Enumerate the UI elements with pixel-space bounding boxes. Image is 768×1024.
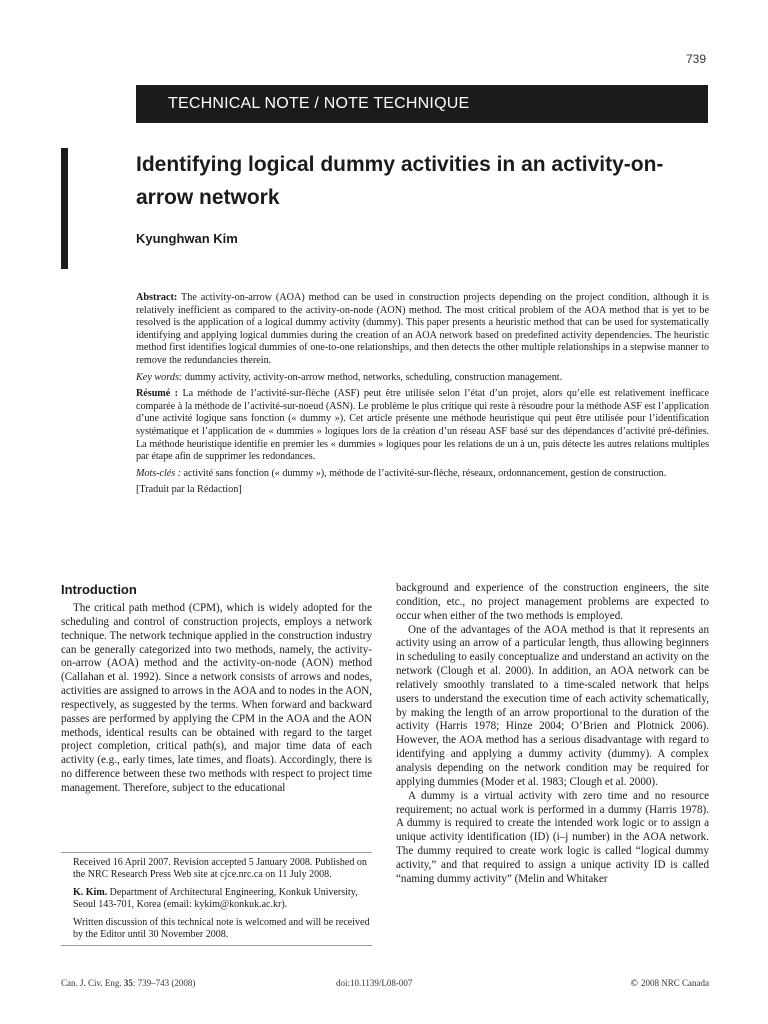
mots-cles-text: activité sans fonction (« dummy »), méthode de l’activité-sur-flèche, réseaux, ordonnancement, gestion de construction.: [183, 467, 667, 479]
author-name: Kyunghwan Kim: [136, 231, 238, 246]
intro-paragraph-1-continued: background and experience of the construction engineers, the site condition, etc., no project management problems are expected to occur when either of the two methods is employed.: [396, 582, 709, 622]
page-footer: [61, 978, 709, 992]
mots-cles: [136, 468, 709, 481]
resume-text: La méthode de l’activité-sur-flèche (ASF) peut être utilisée selon l’état d’un projet, alors qu’elle est relativement inefficace comparée à la méthode de l’activité-sur-noeud (ASN). Le problème le plus critique qui reste à résoudre pour la méthode ASF est l’application d’une activité logique sans fonction (« dummy »). Cet article présente une méthode heuristique qui peut être utilisée pour l’identification systématique et l’application de « dummies » logiques lors de la création d’un réseau ASF basé sur des dépendances d’activité pré-définies. La méthode heuristique identifie en premier les « dummies » logiques pour les relations de un à un, puis détecte les autres relations multiples par étape afin de supprimer les redondances.: [136, 388, 709, 463]
intro-paragraph-2: One of the advantages of the AOA method is that it represents an activity using an arrow of a particular length, thus allowing beginners in scheduling to easily conceptualize and understand an activity on the network (Clough et al. 2000). In addition, an AOA network can be relatively smoothly translated to a time-scaled network that helps users to understand the execution time of each activity schematically, by making the length of an arrow proportional to the duration of the activity (Harris 1978; Hinze 2004; O’Brien and Plotnick 2006). However, the AOA method has a serious disadvantage with regard to identifying and applying a dummy activity (dummy). A complex analysis depending on the network condition may be required for applying dummies (Moder et al. 1983; Clough et al. 2000).: [396, 623, 709, 788]
right-column: [396, 582, 709, 887]
copyright: [630, 978, 709, 989]
title-accent-bar: [61, 148, 68, 269]
section-banner: [136, 85, 708, 123]
keywords-label: Key words:: [136, 371, 183, 383]
keywords-text: dummy activity, activity-on-arrow method, networks, scheduling, construction management.: [184, 371, 563, 383]
journal-volume: 35: [123, 978, 133, 988]
discussion-note: Written discussion of this technical note is welcomed and will be received by the Editor until 30 November 2008.: [73, 916, 370, 941]
banner-text: TECHNICAL NOTE / NOTE TECHNIQUE: [168, 95, 470, 112]
author-affiliation: [73, 887, 372, 912]
journal-name: Can. J. Civ. Eng.: [61, 978, 122, 988]
intro-paragraph-1: The critical path method (CPM), which is widely adopted for the scheduling and control of construction projects, employs a network technique. The network technique applied in the construction industry can be generally categorized into two methods, namely, the activity-on-arrow (AOA) method and the activity-on-node (AON) method (Callahan et al. 1992). Since a network consists of arrows and nodes, activities are assigned to arrows in the AOA and to nodes in the AON, respectively, as suggested by the terms. When forward and backward passes are performed by applying the CPM in the AOA and the AON methods, identical results can be obtained with regard to the target project completion, critical path(s), and major time data of each activity (e.g., early times, late times, and floats). Accordingly, there is no difference between these two methods with respect to project time management. Therefore, subject to the educational: [61, 602, 372, 794]
abstract-text: The activity-on-arrow (AOA) method can be used in construction projects depending on the project condition, although it is relatively inefficient as compared to the activity-on-node (AON) method. The most critical problem of the AOA method that is yet to be resolved is the application of a logical dummy activity (dummy). This paper presents a heuristic method that can be used for systematically identifying and applying logical dummies during the creation of an AOA network based on predefined activity dependencies. The heuristic method first identifies logical dummies of one-to-one relationships, and then detects the other multiple relationships in a stepwise manner to remove the redundancies therein.: [136, 292, 709, 366]
translation-note: [Traduit par la Rédaction]: [136, 484, 242, 496]
copyright-icon: ©: [629, 979, 639, 989]
received-note: Received 16 April 2007. Revision accepted 5 January 2008. Published on the NRC Research Press Web site at cjce.nrc.ca on 11 July 2008.: [73, 857, 367, 881]
page-number: 739: [685, 52, 706, 66]
copyright-text: 2008 NRC Canada: [641, 978, 709, 988]
abstract-label: Abstract:: [136, 292, 178, 303]
introduction-heading: Introduction: [61, 582, 137, 597]
resume-label: Résumé :: [136, 388, 179, 400]
abstract-block: [136, 292, 709, 501]
article-title: Identifying logical dummy activities in an activity-on-arrow network: [136, 153, 664, 209]
left-column: [61, 582, 372, 796]
doi: doi:10.1139/L08-007: [336, 978, 413, 988]
journal-pages: : 739–743 (2008): [132, 978, 196, 988]
affiliation-text: Department of Architectural Engineering, Konkuk University, Seoul 143-701, Korea (email: kykim@konkuk.ac.kr).: [73, 886, 358, 911]
mots-cles-label: Mots-clés :: [136, 467, 181, 479]
keywords: [136, 372, 709, 385]
resume: [136, 388, 709, 464]
intro-paragraph-3: A dummy is a virtual activity with zero time and no resource requirement; no actual work is performed in a dummy (Harris 1978). A dummy is required to create the intended work logic or to assign a unique activity identification (ID) (i–j number) in the AOA network. The dummy required to create work logic is called “logical dummy activity,” and that required to assign a unique activity ID is called “naming dummy activity” (Melin and Whitaker: [396, 789, 709, 885]
journal-citation: [61, 978, 195, 988]
abstract: [136, 292, 709, 368]
affiliation-author-name: K. Kim.: [73, 886, 108, 898]
footnote-box: [61, 852, 372, 946]
